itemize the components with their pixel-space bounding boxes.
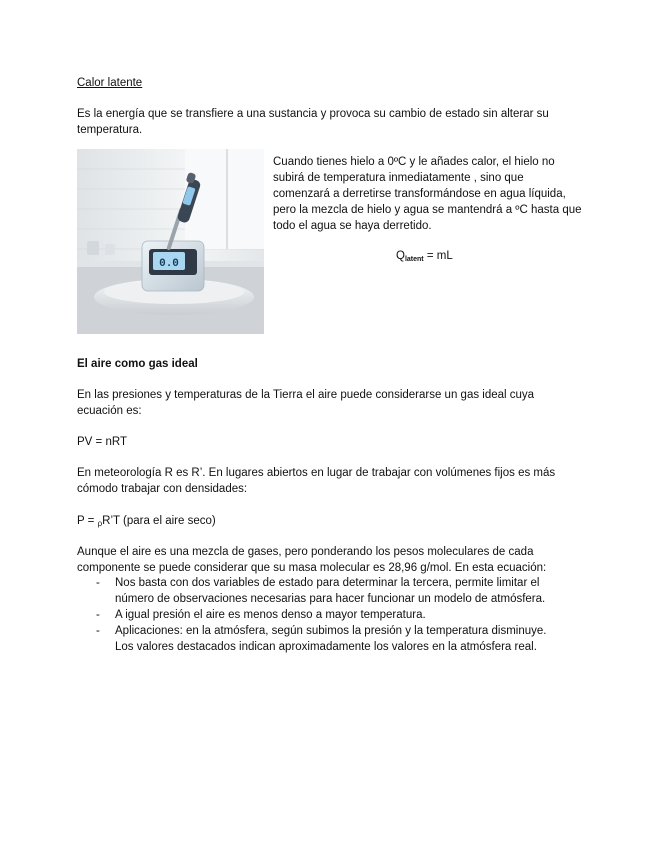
definition-paragraph: Es la energía que se transfiere a una sustancia y provoca su cambio de estado sin alterar su temperatura. bbox=[77, 108, 549, 136]
formula-subscript: latent bbox=[404, 256, 424, 263]
properties-list bbox=[77, 575, 567, 655]
formula-rhs: = mL bbox=[426, 250, 453, 262]
thermometer-ice-illustration bbox=[77, 149, 264, 334]
air-mixture-paragraph: Aunque el aire es una mezcla de gases, pero ponderando los pesos moleculares de cada componente se puede considerar que su masa molecular es 28,96 g/mol. En esta ecuación: bbox=[77, 546, 547, 574]
latent-heat-explanation: Cuando tienes hielo a 0ºC y le añades calor, el hielo no subirá de temperatura inmediatamente , sino que comenzará a derretirse transformándose en agua líquida, pero la mezcla de hielo y agua se mantendrá a ºC hasta que todo el agua se haya derretido. bbox=[273, 156, 582, 232]
thermometer-reading: 0.0 bbox=[159, 258, 179, 270]
heading-aire-gas-ideal: El aire como gas ideal bbox=[77, 358, 198, 370]
list-item bbox=[77, 623, 567, 655]
heading-calor-latente: Calor latente bbox=[77, 77, 143, 89]
thermometer-ice-photo bbox=[77, 149, 264, 334]
equation2-suffix: R’T (para el aire seco) bbox=[102, 515, 216, 527]
bullet-marker: - bbox=[96, 577, 100, 589]
list-item-text: Nos basta con dos variables de estado para determinar la tercera, permite limitar el número de observaciones necesarias para hacer funcionar un modelo de atmósfera. bbox=[115, 577, 546, 605]
ideal-gas-intro: En las presiones y temperaturas de la Tierra el aire puede considerarse un gas ideal cuya ecuación es: bbox=[77, 389, 535, 417]
list-item-text: A igual presión el aire es menos denso a mayor temperatura. bbox=[115, 609, 426, 621]
bullet-marker: - bbox=[96, 609, 100, 621]
list-item-text: Aplicaciones: en la atmósfera, según subimos la presión y la temperatura disminuye. Los valores destacados indican aproximadamente los valores en la atmósfera real. bbox=[115, 625, 547, 653]
list-item bbox=[77, 607, 567, 623]
meteorology-paragraph: En meteorología R es R’. En lugares abiertos en lugar de trabajar con volúmenes fijos es más cómodo trabajar con densidades: bbox=[77, 467, 556, 495]
equation2-prefix: P = bbox=[77, 515, 98, 527]
latent-heat-formula bbox=[396, 248, 453, 268]
equation2-rho: ρ bbox=[97, 519, 103, 528]
equation-density bbox=[77, 513, 216, 532]
bullet-marker: - bbox=[96, 625, 100, 637]
list-item bbox=[77, 575, 567, 607]
formula-symbol: Q bbox=[396, 250, 405, 262]
equation-pv-nrt: PV = nRT bbox=[77, 436, 127, 448]
